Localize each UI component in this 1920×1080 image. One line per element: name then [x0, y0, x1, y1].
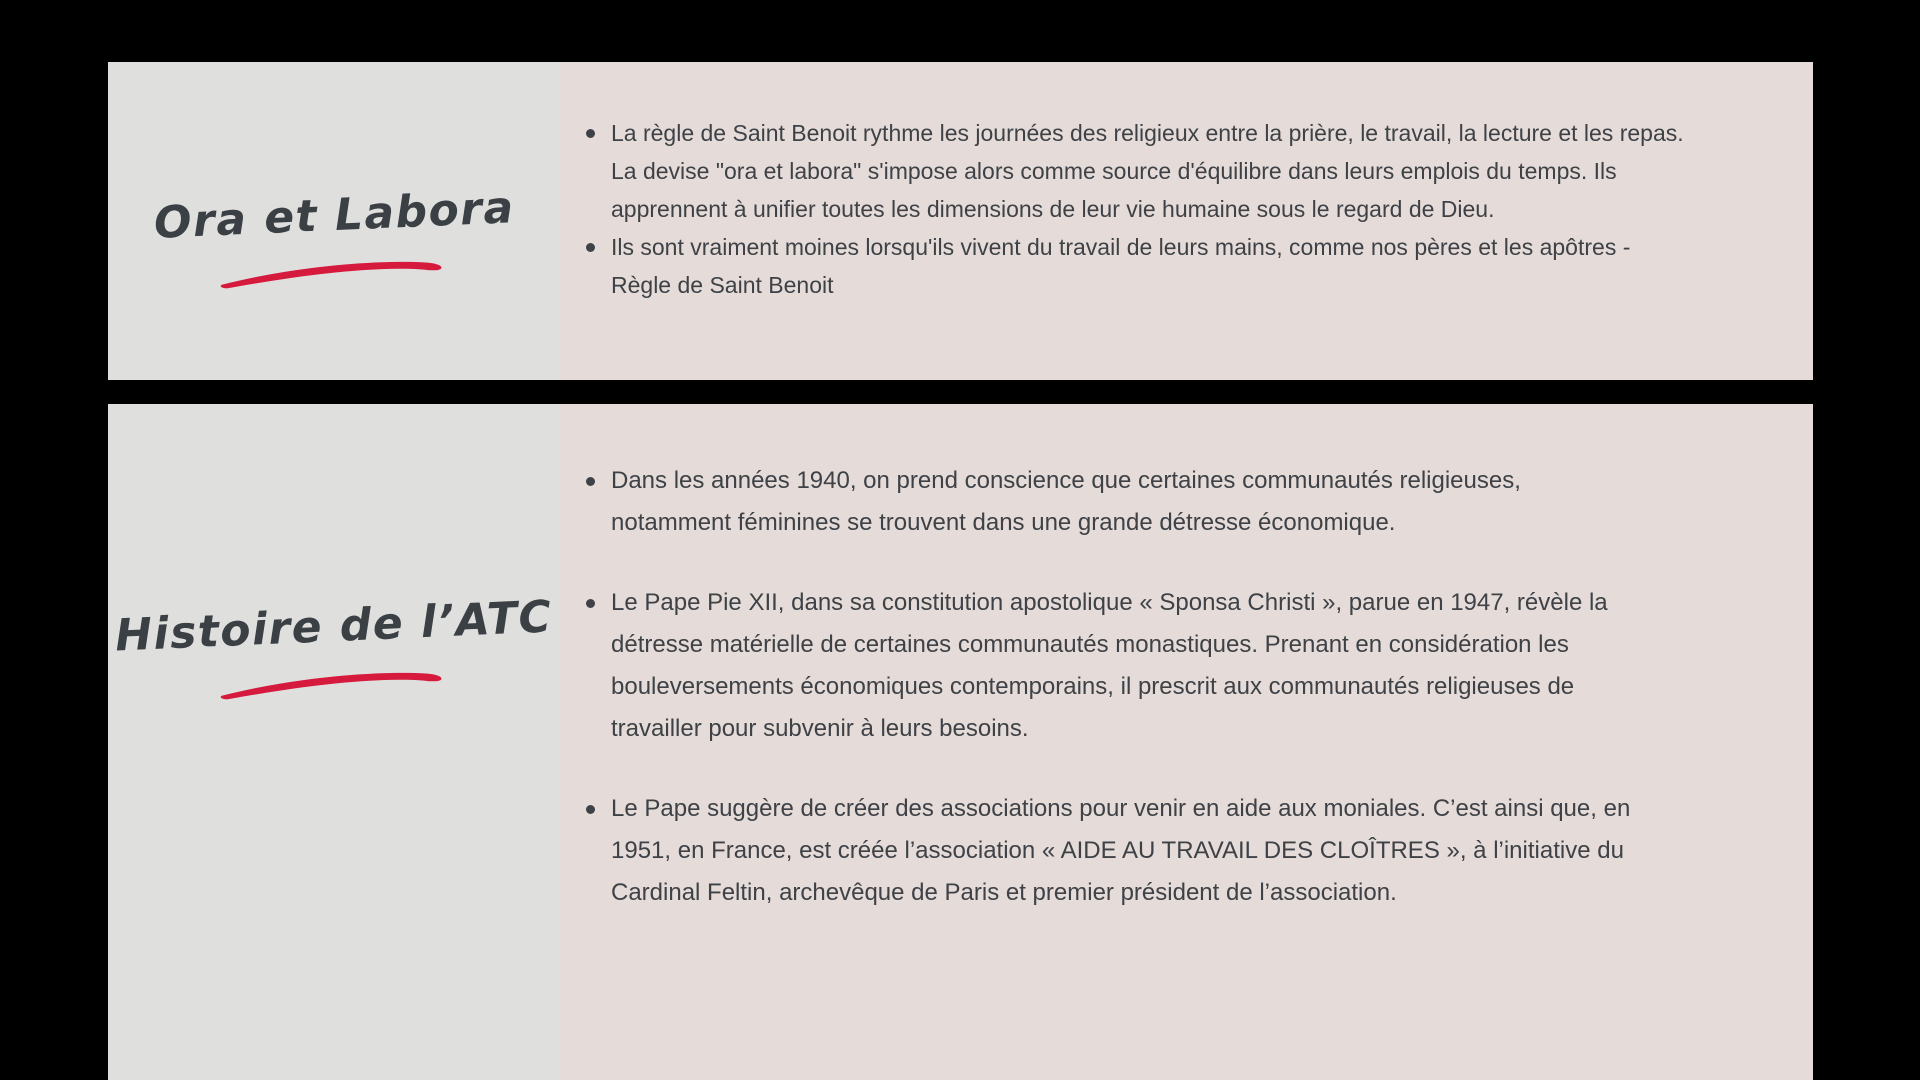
ora-et-labora-bullet-list — [584, 114, 1757, 304]
histoire-bullet-list — [584, 460, 1757, 914]
ora-et-labora-content-panel — [560, 62, 1813, 380]
ora-et-labora-title: Ora et Labora — [152, 181, 516, 249]
red-underline-swoosh-icon — [198, 666, 470, 700]
ora-et-labora-title-panel — [108, 62, 560, 380]
red-underline-swoosh-icon — [198, 255, 470, 289]
bullet-item: Dans les années 1940, on prend conscience que certaines communautés religieuses, notamment féminines se trouvent dans une grande détresse économique. — [584, 460, 1634, 544]
ora-et-labora-heading-block — [152, 181, 516, 289]
histoire-title-panel — [108, 404, 560, 1080]
bullet-item: Le Pape suggère de créer des associations pour venir en aide aux moniales. C’est ainsi que, en 1951, en France, est créée l’association « AIDE AU TRAVAIL DES CLOÎTRES », à l’initiative du Cardinal Feltin, archevêque de Paris et premier président de l’association. — [584, 788, 1634, 914]
section-ora-et-labora — [108, 62, 1813, 380]
section-histoire-de-l-atc — [108, 404, 1813, 1080]
bullet-item: Ils sont vraiment moines lorsqu'ils vivent du travail de leurs mains, comme nos pères et les apôtres - Règle de Saint Benoit — [584, 228, 1689, 304]
histoire-content-panel — [560, 404, 1813, 1080]
bullet-item: La règle de Saint Benoit rythme les journées des religieux entre la prière, le travail, la lecture et les repas. La devise "ora et labora" s'impose alors comme source d'équilibre dans leurs emplois du temps. Ils apprennent à unifier toutes les dimensions de leur vie humaine sous le regard de Dieu. — [584, 114, 1689, 228]
bullet-item: Le Pape Pie XII, dans sa constitution apostolique « Sponsa Christi », parue en 1947, révèle la détresse matérielle de certaines communautés monastiques. Prenant en considération les bouleversements économiques contemporains, il prescrit aux communautés religieuses de travailler pour subvenir à leurs besoins. — [584, 582, 1634, 750]
histoire-title: Histoire de l’ATC — [114, 590, 554, 662]
histoire-heading-block — [114, 590, 554, 700]
